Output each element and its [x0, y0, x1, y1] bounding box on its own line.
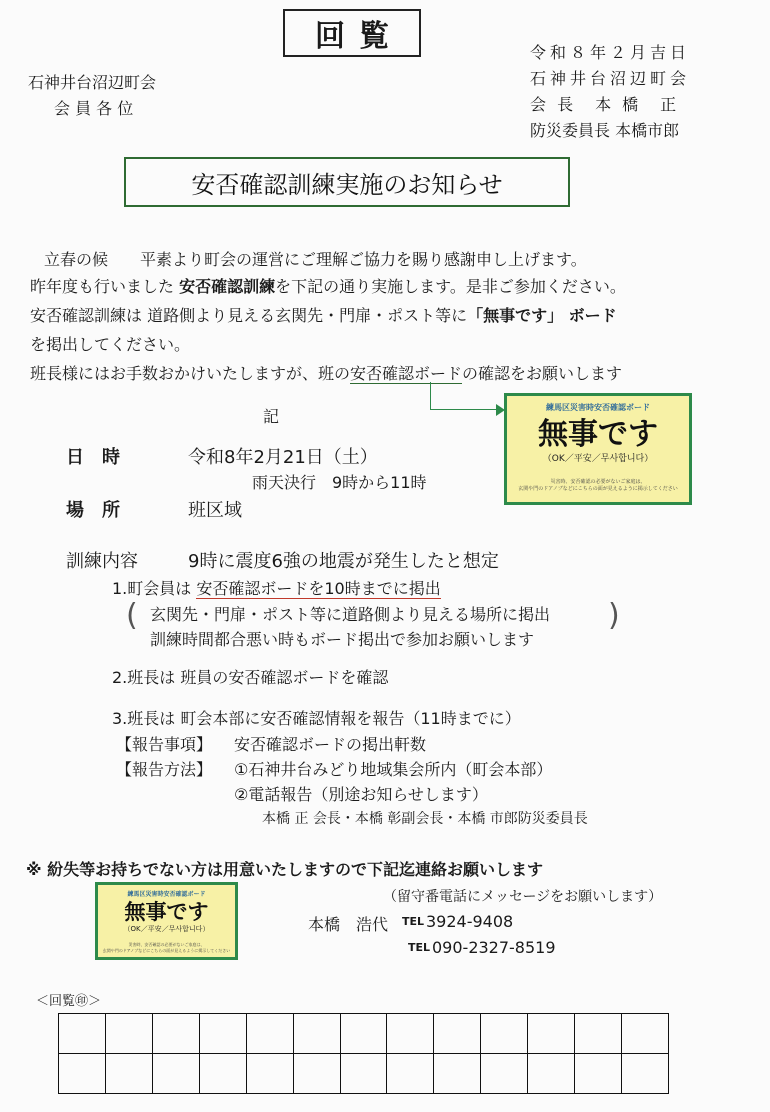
small-board-sub-text: （OK／平安／무사합니다） [123, 925, 210, 933]
tel-label-2: TEL [408, 941, 431, 954]
intro-line-3 [30, 303, 617, 326]
training-item-1 [112, 576, 441, 599]
stamp-cell[interactable] [200, 1014, 247, 1054]
report-items-value: 安否確認ボードの掲出軒数 [234, 735, 427, 754]
date-label: 日 時 [66, 447, 120, 468]
intro-line-5-pre: 班長様にはお手数おかけいたしますが、班の [30, 364, 351, 383]
intro-line-5-underlined: 安否確認ボード [350, 364, 463, 383]
arrow-connector-horizontal [430, 409, 500, 411]
board-main-text: 無事です [538, 417, 658, 452]
stamp-cell[interactable] [622, 1054, 669, 1094]
contact-name: 本橋 浩代 [308, 915, 389, 934]
stamp-cell[interactable] [387, 1014, 434, 1054]
place-label: 場 所 [66, 500, 120, 521]
training-item-1-underlined: 安否確認ボードを10時までに掲出 [196, 579, 441, 598]
stamp-cell[interactable] [434, 1054, 481, 1094]
ki-heading: 記 [263, 407, 280, 426]
training-item-2: 2.班長は 班員の安否確認ボードを確認 [112, 668, 389, 687]
report-items-label: 【報告事項】 [116, 735, 213, 754]
contact-tel-1: 3924-9408 [426, 912, 514, 931]
contact-tel-2: 090-2327-8519 [432, 938, 556, 957]
stamp-cell[interactable] [481, 1014, 528, 1054]
board-header: 練馬区災害時安否確認ボード [546, 403, 650, 412]
intro-line-5 [30, 361, 622, 384]
recipient-org: 石神井台沼辺町会 [28, 73, 157, 92]
intro-line-5-post: の確認をお願いします [462, 364, 623, 383]
intro-line-3-bold: 「無事です」 [467, 306, 564, 325]
stamp-cell[interactable] [575, 1014, 622, 1054]
bracket-close-icon: ) [608, 598, 620, 633]
intro-line-2-bold: 安否確認訓練 [179, 277, 276, 296]
stamp-cell[interactable] [341, 1054, 388, 1094]
recipient-members: 会 員 各 位 [54, 99, 134, 118]
stamp-cell[interactable] [387, 1054, 434, 1094]
stamp-cell[interactable] [247, 1054, 294, 1094]
circulation-label: ＜回覧㊞＞ [36, 994, 102, 1009]
small-board-note-2: 玄関や門のドアノブなどにこちらの面が見えるように掲示してください [102, 948, 231, 953]
answering-machine-note: （留守番電話にメッセージをお願いします） [383, 889, 663, 905]
small-board-header: 練馬区災害時安否確認ボード [127, 891, 206, 898]
safety-board-image-large [504, 393, 692, 505]
intro-line-4: を掲出してください。 [30, 335, 191, 354]
training-item-3: 3.班長は 町会本部に安否確認情報を報告（11時までに） [112, 709, 521, 728]
intro-line-2 [30, 274, 626, 297]
stamp-cell[interactable] [575, 1054, 622, 1094]
sender-disaster-chief: 防災委員長 本橋市郎 [530, 121, 680, 140]
circular-title: 回覧 [283, 9, 421, 57]
training-scenario: 9時に震度6強の地震が発生したと想定 [188, 551, 499, 572]
stamp-cell[interactable] [200, 1054, 247, 1094]
stamp-cell[interactable] [528, 1014, 575, 1054]
stamp-cell[interactable] [294, 1054, 341, 1094]
stamp-cell[interactable] [153, 1014, 200, 1054]
stamp-cell[interactable] [528, 1054, 575, 1094]
small-board-main-text: 無事です [124, 900, 209, 924]
report-method-1: ①石神井台みどり地域集会所内（町会本部） [234, 760, 553, 779]
intro-line-2-pre: 昨年度も行いました [30, 277, 180, 296]
board-sub-text: （OK／平安／무사합니다） [542, 454, 654, 464]
stamp-cell[interactable] [434, 1014, 481, 1054]
contact-persons: 本橋 正 会長・本橋 彰副会長・本橋 市郎防災委員長 [262, 811, 588, 827]
notice-title: 安否確認訓練実施のお知らせ [124, 157, 570, 207]
training-label: 訓練内容 [66, 551, 138, 572]
report-method-2: ②電話報告（別途お知らせします） [234, 785, 488, 804]
stamp-cell[interactable] [153, 1054, 200, 1094]
intro-line-3-post: ボード [563, 306, 617, 325]
stamp-cell[interactable] [622, 1014, 669, 1054]
sender-chair: 会 長 本 橋 正 [530, 95, 680, 114]
stamp-cell[interactable] [106, 1054, 153, 1094]
sender-date: 令和８年２月吉日 [530, 43, 691, 62]
intro-line-2-post: を下記の通り実施します。是非ご参加ください。 [275, 277, 626, 296]
small-board-note-1: 災害時、安否確認の必要がないご家庭は、 [128, 942, 205, 947]
sender-org: 石神井台沼辺町会 [530, 69, 691, 88]
stamp-cell[interactable] [59, 1054, 106, 1094]
intro-line-3-pre: 安否確認訓練は 道路側より見える玄関先・門扉・ポスト等に [30, 306, 468, 325]
arrow-connector-vertical [430, 382, 432, 410]
stamp-cell[interactable] [106, 1014, 153, 1054]
stamp-cell[interactable] [247, 1014, 294, 1054]
report-method-label: 【報告方法】 [116, 760, 213, 779]
date-note: 雨天決行 9時から11時 [252, 473, 427, 492]
lost-notice: ※ 紛失等お持ちでない方は用意いたしますので下記迄連絡お願いします [26, 860, 543, 879]
tel-label-1: TEL [402, 915, 425, 928]
board-note-2: 玄関や門のドアノブなどにこちらの面が見えるように掲示してください [518, 486, 678, 492]
intro-line-1: 立春の候 平素より町会の運営にご理解ご協力を賜り感謝申し上げます。 [44, 250, 587, 269]
training-item-1-pre: 1.町会員は [112, 579, 197, 598]
date-value: 令和8年2月21日（土） [188, 447, 378, 468]
training-item-1-sub-1: 玄関先・門扉・ポスト等に道路側より見える場所に掲出 [150, 605, 551, 624]
board-note-1: 災害時、安否確認の必要がないご家庭は、 [550, 479, 646, 485]
stamp-cell[interactable] [341, 1014, 388, 1054]
stamp-cell[interactable] [481, 1054, 528, 1094]
stamp-cell[interactable] [294, 1014, 341, 1054]
training-item-1-sub-2: 訓練時間都合悪い時もボード掲出で参加お願いします [150, 630, 535, 649]
stamp-cell[interactable] [59, 1014, 106, 1054]
circulation-stamp-table [58, 1013, 669, 1094]
place-value: 班区域 [188, 500, 242, 521]
safety-board-image-small [95, 882, 238, 960]
bracket-open-icon: ( [126, 598, 138, 633]
